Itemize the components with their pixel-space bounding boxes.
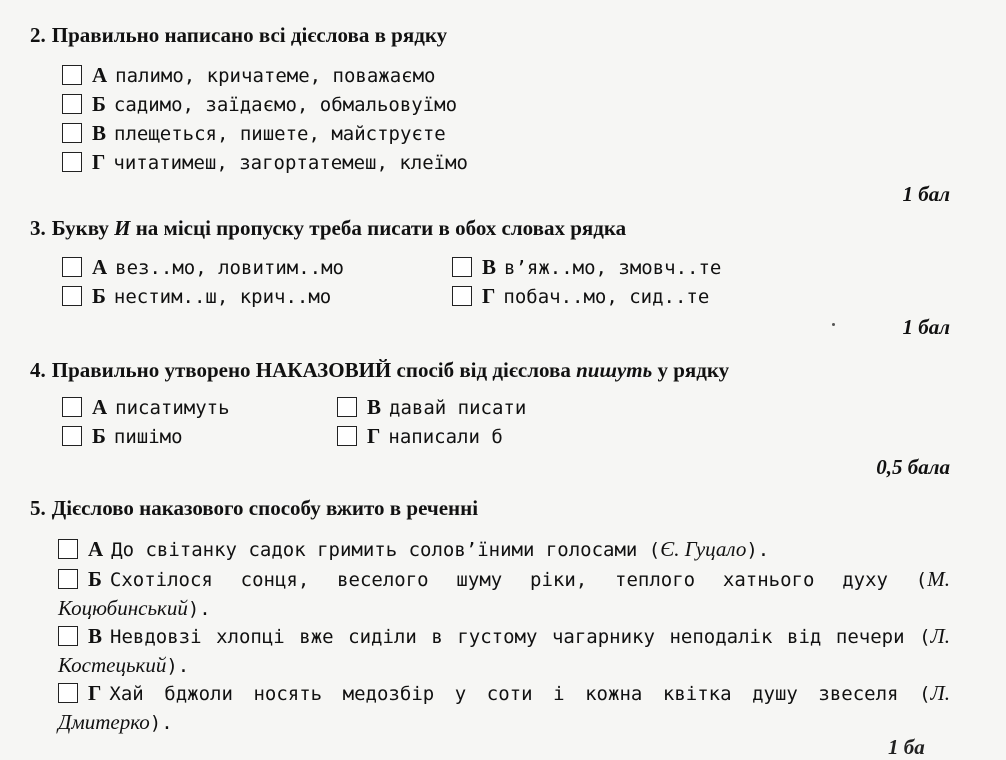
q5-score-partial: 1 ба	[888, 735, 925, 759]
question-number: 2.	[30, 23, 46, 47]
checkbox[interactable]	[58, 539, 78, 559]
q4-score: 0,5 бала	[876, 455, 950, 479]
italic-letter: И	[114, 216, 131, 240]
author: Є. Гуцало	[660, 537, 747, 561]
q2-option-v[interactable]: В плещеться, пишете, майструєте	[62, 120, 446, 147]
q2-option-a[interactable]: А палимо, кричатеме, поважаємо	[62, 62, 435, 89]
checkbox[interactable]	[62, 65, 82, 85]
question-2-title	[30, 22, 447, 48]
question-text: Правильно написано всі дієслова в рядку	[51, 23, 448, 47]
italic-verb: пишуть	[576, 358, 653, 382]
author: М. Коцюбинський	[58, 567, 950, 620]
q3-option-h[interactable]: Г побач..мо, сид..те	[452, 283, 709, 310]
checkbox[interactable]	[452, 286, 472, 306]
q2-option-h[interactable]: Г читатимеш, загортатемеш, клеїмо	[62, 149, 468, 176]
q2-option-b[interactable]: Б садимо, заїдаємо, обмальовуїмо	[62, 91, 457, 118]
checkbox[interactable]	[452, 257, 472, 277]
question-3-title: 3. Букву И на місці пропуску треба писати в обох словах рядка	[30, 216, 627, 240]
q3-score: 1 бал	[902, 315, 950, 339]
checkbox[interactable]	[62, 257, 82, 277]
question-4-title: 4. Правильно утворено НАКАЗОВИЙ спосіб від дієслова пишуть у рядку	[30, 358, 730, 382]
q2-score: 1 бал	[902, 182, 950, 206]
checkbox[interactable]	[62, 123, 82, 143]
checkbox[interactable]	[58, 569, 78, 589]
q5-option-v[interactable]: В Невдовзі хлопці вже сиділи в густому чагарнику неподалік від печери (Л. Костецький).	[58, 624, 950, 677]
print-speck	[832, 323, 835, 326]
checkbox[interactable]	[337, 426, 357, 446]
checkbox[interactable]	[62, 152, 82, 172]
question-5-title: 5. Дієслово наказового способу вжито в реченні	[30, 496, 479, 520]
q5-option-b[interactable]: Б Схотілося сонця, веселого шуму ріки, теплого хатнього духу (М. Коцюбинський).	[58, 567, 950, 620]
checkbox[interactable]	[62, 397, 82, 417]
author: Л. Дмитерко	[58, 681, 950, 734]
checkbox[interactable]	[62, 286, 82, 306]
q3-option-v[interactable]: В в’яж..мо, змовч..те	[452, 254, 721, 281]
q3-option-b[interactable]: Б нестим..ш, крич..мо	[62, 283, 331, 310]
q3-option-a[interactable]: А вез..мо, ловитим..мо	[62, 254, 344, 281]
checkbox[interactable]	[337, 397, 357, 417]
q5-option-a[interactable]: А До світанку садок гримить солов’їними голосами (Є. Гуцало).	[58, 535, 950, 564]
q4-option-v[interactable]: В давай писати	[337, 394, 526, 421]
author: Л. Костецький	[58, 624, 950, 677]
checkbox[interactable]	[58, 626, 78, 646]
q4-option-a[interactable]: А писатимуть	[62, 394, 230, 421]
q4-option-h[interactable]: Г написали б	[337, 423, 503, 450]
checkbox[interactable]	[62, 426, 82, 446]
checkbox[interactable]	[62, 94, 82, 114]
checkbox[interactable]	[58, 683, 78, 703]
q4-option-b[interactable]: Б пишімо	[62, 423, 183, 450]
q5-option-h[interactable]: Г Хай бджоли носять медозбір у соти і кожна квітка душу звеселя (Л. Дмитерко).	[58, 681, 950, 734]
